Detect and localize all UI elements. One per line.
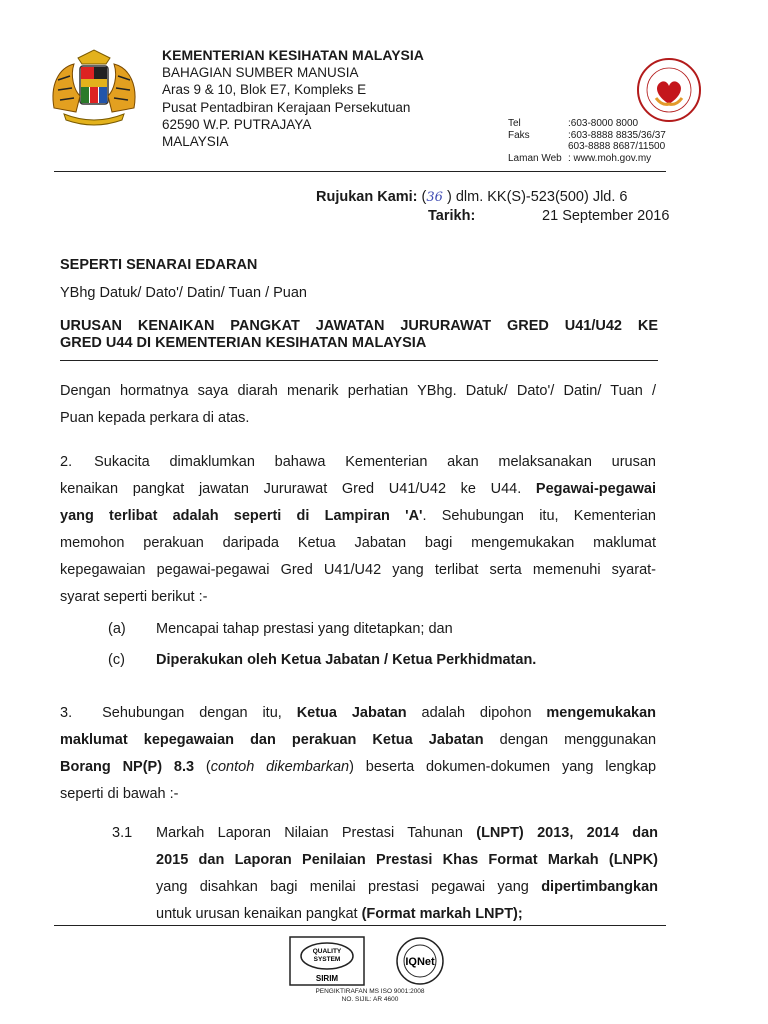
paragraph-text: ( <box>205 759 211 775</box>
salutation: YBhg Datuk/ Dato'/ Datin/ Tuan / Puan <box>60 285 307 301</box>
paragraph-line <box>60 476 656 503</box>
subject-underline <box>60 360 658 361</box>
paragraph-text: dipertimbangkan <box>541 879 659 895</box>
paragraph-line <box>60 503 656 530</box>
contact-value: :603-8888 8835/36/37 <box>568 129 666 141</box>
paragraph-text: (Format markah LNPT); <box>361 906 523 922</box>
paragraph-text: Markah Laporan Nilaian Prestasi Tahunan <box>156 825 463 841</box>
contact-label <box>508 141 568 153</box>
paragraph-text: yang terlibat adalah seperti di Lampiran 'A' <box>60 508 423 524</box>
paragraph-2 <box>60 449 656 611</box>
item-label: (a) <box>108 621 126 637</box>
address-line: MALAYSIA <box>162 134 229 150</box>
paragraph-text: (LNPT) 2013, 2014 dan <box>476 825 659 841</box>
contact-value: :603-8000 8000 <box>568 118 639 129</box>
paragraph-text: Sehubungan dengan itu, <box>102 705 282 721</box>
tarikh-line <box>316 207 669 226</box>
paragraph-text: contoh dikembarkan <box>210 759 350 775</box>
subject-line: GRED U44 DI KEMENTERIAN KESIHATAN MALAYSIA <box>60 335 427 351</box>
cert-line: NO. SIJIL: AR 4600 <box>341 995 399 1003</box>
paragraph-text: maklumat kepegawaian dan perakuan Ketua Jabatan <box>60 732 484 748</box>
paragraph-line: memohon perakuan daripada Ketua Jabatan bagi mengemukakan maklumat <box>60 535 656 551</box>
badge2-text: IQNet <box>405 956 435 968</box>
condition-item <box>108 652 536 668</box>
contact-label: Laman Web <box>508 152 562 164</box>
paragraph-text: Pegawai-pegawai <box>535 481 656 497</box>
subparagraph-number: 3.1 <box>112 825 133 841</box>
org-name: KEMENTERIAN KESIHATAN MALAYSIA <box>162 47 424 63</box>
subject-heading <box>60 318 658 352</box>
paragraph-line <box>60 727 656 754</box>
certification-badges <box>288 936 452 988</box>
subject-line: URUSAN KENAIKAN PANGKAT JAWATAN JURURAWAT GRED U41/U42 KE <box>60 318 658 334</box>
paragraph-line <box>156 901 658 928</box>
subparagraph-3-1 <box>112 820 658 928</box>
paragraph-line: Puan kepada perkara di atas. <box>60 410 250 426</box>
rujukan-line <box>316 188 669 207</box>
item-text: Mencapai tahap prestasi yang ditetapkan; dan <box>156 621 453 637</box>
contact-row <box>508 153 666 165</box>
contact-label: Tel <box>508 118 521 129</box>
division-name: BAHAGIAN SUMBER MANUSIA <box>162 65 359 81</box>
paragraph-text: dengan menggunakan <box>499 732 657 748</box>
address-line: 62590 W.P. PUTRAJAYA <box>162 116 312 132</box>
distribution-heading: SEPERTI SENARAI EDARAN <box>60 257 258 273</box>
subparagraph-body <box>156 820 658 928</box>
paragraph-line <box>156 820 658 847</box>
paragraph-text: Ketua Jabatan <box>296 705 407 721</box>
badge1-bottom-text: SIRIM <box>315 974 339 983</box>
paragraph-3 <box>60 700 656 808</box>
contact-row <box>508 118 666 130</box>
item-text: Diperakukan oleh Ketua Jabatan / Ketua Perkhidmatan. <box>156 652 537 668</box>
contact-details <box>508 118 666 164</box>
header-divider <box>54 171 666 172</box>
paragraph-line: syarat seperti berikut :- <box>60 589 208 605</box>
paragraph-number: 2. <box>60 454 73 470</box>
paragraph-text: Borang NP(P) 8.3 <box>60 759 195 775</box>
tarikh-label: Tarikh: <box>428 208 476 224</box>
paragraph-text: mengemukakan <box>546 705 657 721</box>
rujukan-number: ) dlm. KK(S)-523(500) Jld. 6 <box>446 189 628 205</box>
paragraph-text: adalah dipohon <box>421 705 532 721</box>
paragraph-text: untuk urusan kenaikan pangkat <box>156 906 358 922</box>
rujukan-open: ( <box>421 189 427 205</box>
contact-row <box>508 141 666 153</box>
badge1-mid-text: SYSTEM <box>313 956 341 963</box>
contact-label: Faks <box>508 129 530 141</box>
paragraph-text: kenaikan pangkat jawatan Jururawat Gred U41/U42 ke U44. <box>60 481 522 497</box>
condition-item <box>108 621 453 637</box>
rujukan-label: Rujukan Kami: <box>316 189 418 205</box>
tarikh-value: 21 September 2016 <box>542 208 670 224</box>
contact-value: 603-8888 8687/11500 <box>568 141 666 153</box>
badge1-top-text: QUALITY <box>312 948 342 955</box>
paragraph-line: Dengan hormatnya saya diarah menarik perhatian YBhg. Datuk/ Dato'/ Datin/ Tuan / <box>60 383 656 399</box>
reference-block <box>316 188 669 226</box>
paragraph-text: Sukacita dimaklumkan bahawa Kementerian akan melaksanakan urusan <box>94 454 656 470</box>
paragraph-1 <box>60 378 656 432</box>
paragraph-text: ) beserta dokumen-dokumen yang lengkap <box>349 759 657 775</box>
paragraph-line <box>156 874 658 901</box>
item-label: (c) <box>108 652 125 668</box>
paragraph-text: yang disahkan bagi menilai prestasi pegawai yang <box>156 879 529 895</box>
contact-row <box>508 130 666 142</box>
letterhead-address <box>162 47 424 150</box>
paragraph-line <box>60 700 656 727</box>
paragraph-line <box>60 449 656 476</box>
paragraph-line: kepegawaian pegawai-pegawai Gred U41/U42 yang terlibat serta memenuhi syarat- <box>60 562 656 578</box>
heart-hands-logo <box>634 56 704 124</box>
footer-divider <box>54 925 666 926</box>
paragraph-number: 3. <box>60 705 73 721</box>
cert-line: PENGIKTIRAFAN MS ISO 9001:2008 <box>315 988 425 995</box>
address-line: Aras 9 & 10, Blok E7, Kompleks E <box>162 82 367 98</box>
address-line: Pusat Pentadbiran Kerajaan Persekutuan <box>162 99 411 115</box>
paragraph-line: 2015 dan Laporan Penilaian Prestasi Khas Format Markah (LNPK) <box>156 852 658 868</box>
paragraph-line <box>60 754 656 781</box>
contact-value: : www.moh.gov.my <box>568 152 652 164</box>
paragraph-text: . Sehubungan itu, Kementerian <box>422 508 656 524</box>
handwritten-number: 36 <box>426 190 443 205</box>
coat-of-arms-logo <box>44 46 144 132</box>
certification-text <box>280 988 460 1003</box>
paragraph-line: seperti di bawah :- <box>60 786 179 802</box>
